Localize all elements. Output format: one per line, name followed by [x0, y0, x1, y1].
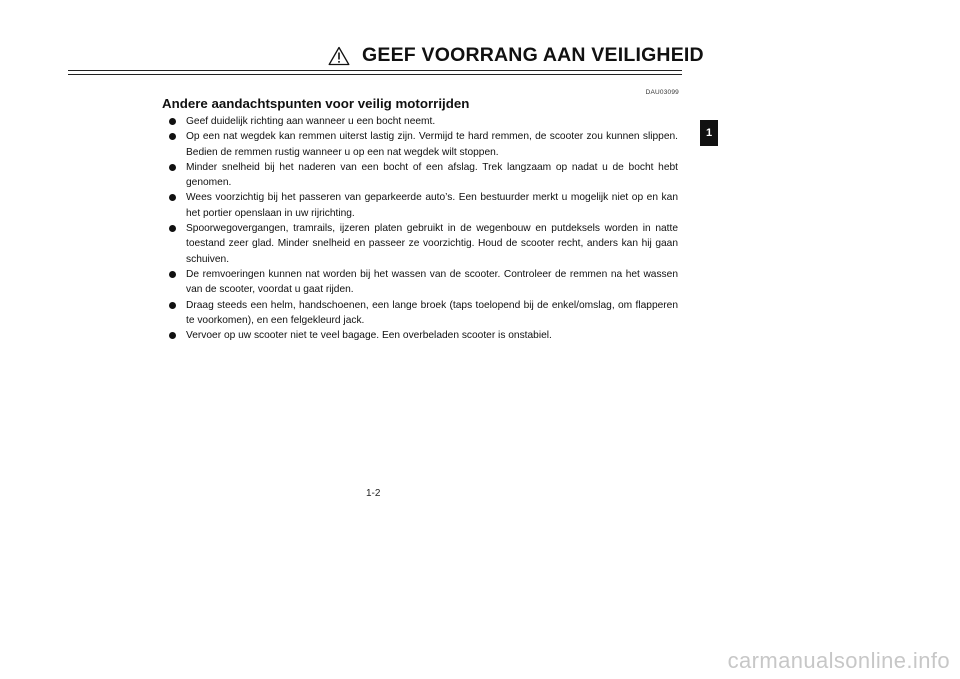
list-item-text: Minder snelheid bij het naderen van een bocht of een afslag. Trek langzaam op nadat u de bocht hebt genomen.	[186, 161, 678, 189]
page-title: GEEF VOORRANG AAN VEILIGHEID	[362, 44, 704, 66]
list-item-text: De remvoeringen kunnen nat worden bij het wassen van de scooter. Controleer de remmen na het wassen van de scooter, voordat u gaat rijden.	[186, 268, 678, 296]
list-item	[168, 114, 678, 129]
bullet-icon	[169, 302, 176, 309]
list-item-text: Draag steeds een helm, handschoenen, een lange broek (taps toelopend bij de enkel/omslag, om flapperen te voorkomen), en een felgekleurd jack.	[186, 299, 678, 326]
list-item	[168, 129, 678, 160]
bullet-icon	[169, 225, 176, 232]
list-item-text: Spoorwegovergangen, tramrails, ijzeren platen gebruikt in de wegenbouw en putdeksels worden in natte toestand zeer glad. Minder snelheid en passeer ze voorzichtig. Houd de scooter recht, anders kan hij gaan schuiven.	[186, 223, 678, 265]
list-item	[168, 267, 678, 298]
section-heading: Andere aandachtspunten voor veilig motorrijden	[162, 96, 470, 111]
list-item-text: Wees voorzichtig bij het passeren van geparkeerde auto’s. Een bestuurder merkt u mogelijk niet op en kan het portier openslaan in uw rijrichting.	[186, 192, 678, 219]
bullet-icon	[169, 164, 176, 171]
bullet-icon	[169, 332, 176, 339]
list-item-text: Geef duidelijk richting aan wanneer u een bocht neemt.	[186, 116, 436, 127]
document-code: DAU03099	[645, 89, 679, 96]
list-item	[168, 298, 678, 329]
header-title-group	[328, 44, 704, 67]
list-item	[168, 160, 678, 191]
list-item	[168, 221, 678, 267]
bullet-icon	[169, 271, 176, 278]
bullet-list	[168, 114, 678, 343]
warning-triangle-icon	[328, 46, 350, 66]
list-item	[168, 190, 678, 221]
list-item	[168, 328, 678, 343]
bullet-icon	[169, 194, 176, 201]
header-rule-top	[68, 70, 682, 71]
bullet-icon	[169, 133, 176, 140]
chapter-tab: 1	[700, 120, 718, 146]
bullet-icon	[169, 118, 176, 125]
watermark: carmanualsonline.info	[727, 648, 950, 673]
list-item-text: Op een nat wegdek kan remmen uiterst lastig zijn. Vermijd te hard remmen, de scooter zou kunnen slippen. Bedien de remmen rustig wanneer u op een nat wegdek wilt stoppen.	[186, 131, 678, 158]
list-item-text: Vervoer op uw scooter niet te veel bagage. Een overbeladen scooter is onstabiel.	[186, 330, 552, 342]
page-number: 1-2	[366, 488, 381, 499]
header-rule-bottom	[68, 74, 682, 75]
